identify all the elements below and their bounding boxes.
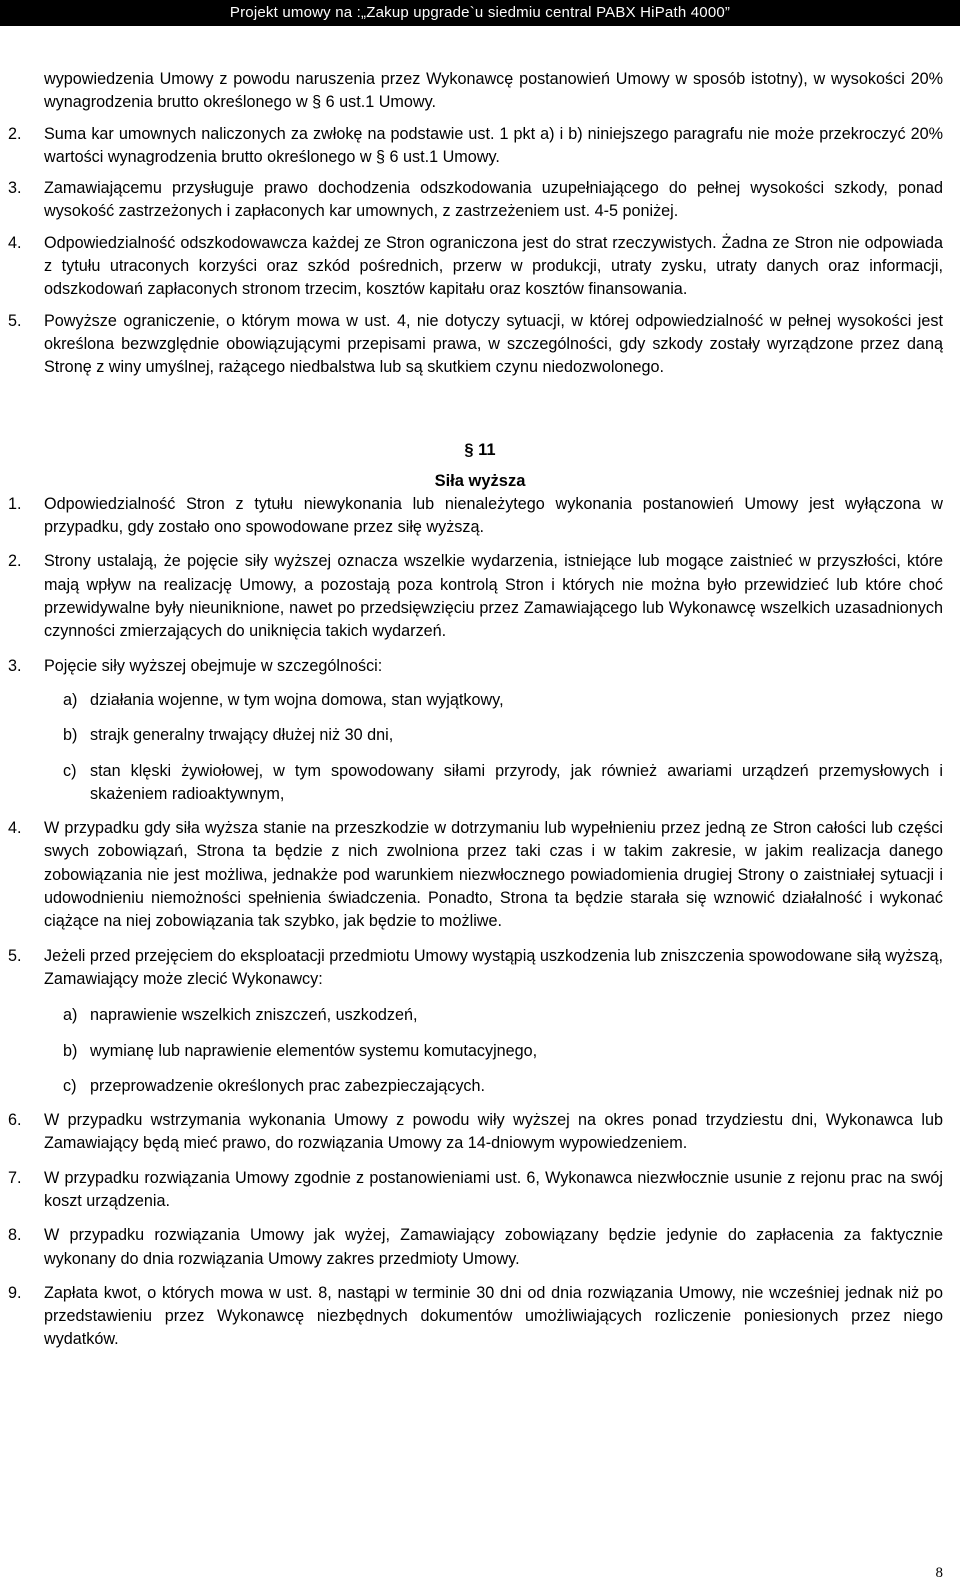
section-symbol: § 11 — [464, 440, 496, 459]
document-body — [0, 68, 960, 1352]
item-number: 7. — [8, 1168, 22, 1187]
sublist-text: wymianę lub naprawienie elementów systemu komutacyjnego, — [90, 1041, 538, 1060]
sublist-letter: b) — [63, 1041, 78, 1060]
item-1 — [0, 493, 960, 540]
item-number: 3. — [8, 656, 22, 675]
sublist-text: stan klęski żywiołowej, w tym spowodowany siłami przyrody, jak również awariami urządzeń przemysłowych i skażeniem radioaktywnym, — [90, 761, 943, 803]
header-title: Projekt umowy na :„Zakup upgrade`u siedmiu central PABX HiPath 4000” — [229, 4, 731, 21]
sublist-text: naprawienie wszelkich zniszczeń, uszkodzeń, — [90, 1006, 418, 1025]
item-text: Zapłata kwot, o których mowa w ust. 8, nastąpi w terminie 30 dni od dnia rozwiązania Umowy, nie wcześniej jednak niż po przedstawieniu przez Wykonawcę niezbędnych dokumentów umożliwiających rozliczenie poniesionych przez niego wydatków. — [44, 1283, 943, 1349]
item-6 — [0, 1109, 960, 1156]
sublist-item — [0, 724, 960, 747]
prev-item-5 — [0, 310, 960, 380]
item-text: Suma kar umownych naliczonych za zwłokę na podstawie ust. 1 pkt a) i b) niniejszego paragrafu nie może przekroczyć 20% wartości wynagrodzenia brutto określonego w § 6 ust.1 Umowy. — [44, 124, 943, 166]
sublist-letter: a) — [63, 1006, 78, 1025]
sublist-item — [0, 1075, 960, 1098]
sublist-letter: c) — [63, 761, 77, 780]
item-text: W przypadku rozwiązania Umowy zgodnie z postanowieniami ust. 6, Wykonawca niezwłocznie usunie z rejonu prac na swój koszt urządzenia. — [44, 1168, 943, 1210]
sublist-item — [0, 689, 960, 712]
prev-item-4 — [0, 232, 960, 302]
item-4 — [0, 817, 960, 933]
item-number: 3. — [8, 179, 22, 198]
item-text: Jeżeli przed przejęciem do eksploatacji przedmiotu Umowy wystąpią uszkodzenia lub zniszczenia spowodowane siłą wyższą, Zamawiający może zlecić Wykonawcy: — [44, 946, 943, 988]
item-number: 9. — [8, 1283, 22, 1302]
item-3-sublist — [0, 689, 960, 806]
sublist-text: strajk generalny trwający dłużej niż 30 dni, — [90, 726, 394, 745]
item-number: 1. — [8, 494, 22, 513]
item-2 — [0, 550, 960, 643]
sublist-letter: a) — [63, 690, 78, 709]
page-number: 8 — [935, 1565, 943, 1581]
item-number: 2. — [8, 124, 22, 143]
item-text: W przypadku rozwiązania Umowy jak wyżej, Zamawiający zobowiązany będzie jedynie do zapłacenia za faktycznie wykonany do dnia rozwiązania Umowy zakres przedmioty Umowy. — [44, 1226, 943, 1268]
item-number: 4. — [8, 819, 22, 838]
item-9 — [0, 1282, 960, 1352]
sublist-item — [0, 1040, 960, 1063]
item-3 — [0, 655, 960, 678]
item-text: W przypadku wstrzymania wykonania Umowy z powodu wiły wyższej na okres ponad trzydziestu dni, Wykonawca lub Zamawiający będą mieć prawo, do rozwiązania Umowy za 14-dniowym wypowiedzeniem. — [44, 1111, 943, 1153]
item-text: Powyższe ograniczenie, o którym mowa w ust. 4, nie dotyczy sytuacji, w której odpowiedzialność w pełnej wysokości jest określona bezwzględnie obowiązującymi przepisami prawa, w szczególności, gdy szkody zostały wyrządzone przez daną Stronę z winy umyślnej, rażącego niedbalstwa lub są skutkiem czynu niedozwolonego. — [44, 311, 943, 377]
sublist-item — [0, 760, 960, 807]
item-5 — [0, 945, 960, 992]
item-number: 4. — [8, 233, 22, 252]
item-number: 8. — [8, 1226, 22, 1245]
item-number: 5. — [8, 311, 22, 330]
sublist-text: przeprowadzenie określonych prac zabezpieczających. — [90, 1076, 486, 1095]
sublist-letter: c) — [63, 1076, 77, 1095]
item-text: W przypadku gdy siła wyższa stanie na przeszkodzie w dotrzymaniu lub wypełnieniu przez jedną ze Stron całości lub części swych zobowiązań, Strona ta będzie z nich zwolniona przez taki czas i w takim zakresie, w jakim realizacja danego zobowiązania nie jest możliwa, jednakże pod warunkiem niezwłocznego powiadomienia drugiej Strony o zaistniałej sytuacji i udowodnieniu niemożności spełnienia świadczenia. Ponadto, Strona ta będzie starała się wznowić działalność i wykonać ciążące na niej zobowiązania tak szybko, jak będzie to możliwe. — [44, 819, 943, 931]
sublist-text: działania wojenne, w tym wojna domowa, stan wyjątkowy, — [90, 690, 504, 709]
item-8 — [0, 1224, 960, 1271]
item-text: Zamawiającemu przysługuje prawo dochodzenia odszkodowania uzupełniającego do pełnej wysokości szkody, ponad wysokość zastrzeżonych i zapłaconych kar umownych, z zastrzeżeniem ust. 4-5 poniżej. — [44, 179, 943, 221]
sublist-letter: b) — [63, 726, 78, 745]
item-text: Strony ustalają, że pojęcie siły wyższej oznacza wszelkie wydarzenia, istniejące lub mogące zaistnieć w przyszłości, które mają wpływ na realizację Umowy, a pozostają poza kontrolą Stron i których nie można było przewidzieć lub które choć przewidywalne były nieuniknione, nawet po przedsięwzięciu przez Zamawiającego lub Wykonawcę wszelkich uzasadnionych czynności zmierzających do uniknięcia takich wydarzeń. — [44, 552, 943, 641]
prev-item-2 — [0, 123, 960, 170]
sublist-item — [0, 1004, 960, 1027]
continuation-paragraph: wypowiedzenia Umowy z powodu naruszenia przez Wykonawcę postanowień Umowy w sposób istotny), w wysokości 20% wynagrodzenia brutto określonego w § 6 ust.1 Umowy. — [44, 70, 943, 112]
item-text: Odpowiedzialność odszkodowawcza każdej ze Stron ograniczona jest do strat rzeczywistych. Żadna ze Stron nie odpowiada z tytułu utraconych korzyści oraz szkód pośrednich, przerw w produkcji, utraty zysku, utraty danych oraz informacji, odszkodowań zapłaconych stronom trzecim, kosztów kapitału oraz kosztów finansowania. — [44, 233, 943, 299]
item-text: Odpowiedzialność Stron z tytułu niewykonania lub nienależytego wykonania postanowień Umowy jest wyłączona w przypadku, gdy zostało ono spowodowane przez siłę wyższą. — [44, 494, 943, 537]
item-5-sublist — [0, 1004, 960, 1098]
item-text: Pojęcie siły wyższej obejmuje w szczególności: — [44, 656, 383, 675]
item-number: 6. — [8, 1111, 22, 1130]
item-number: 2. — [8, 552, 22, 571]
page-header — [0, 0, 960, 26]
item-7 — [0, 1167, 960, 1214]
prev-item-3 — [0, 177, 960, 224]
section-title: Siła wyższa — [434, 471, 526, 490]
item-number: 5. — [8, 946, 22, 965]
